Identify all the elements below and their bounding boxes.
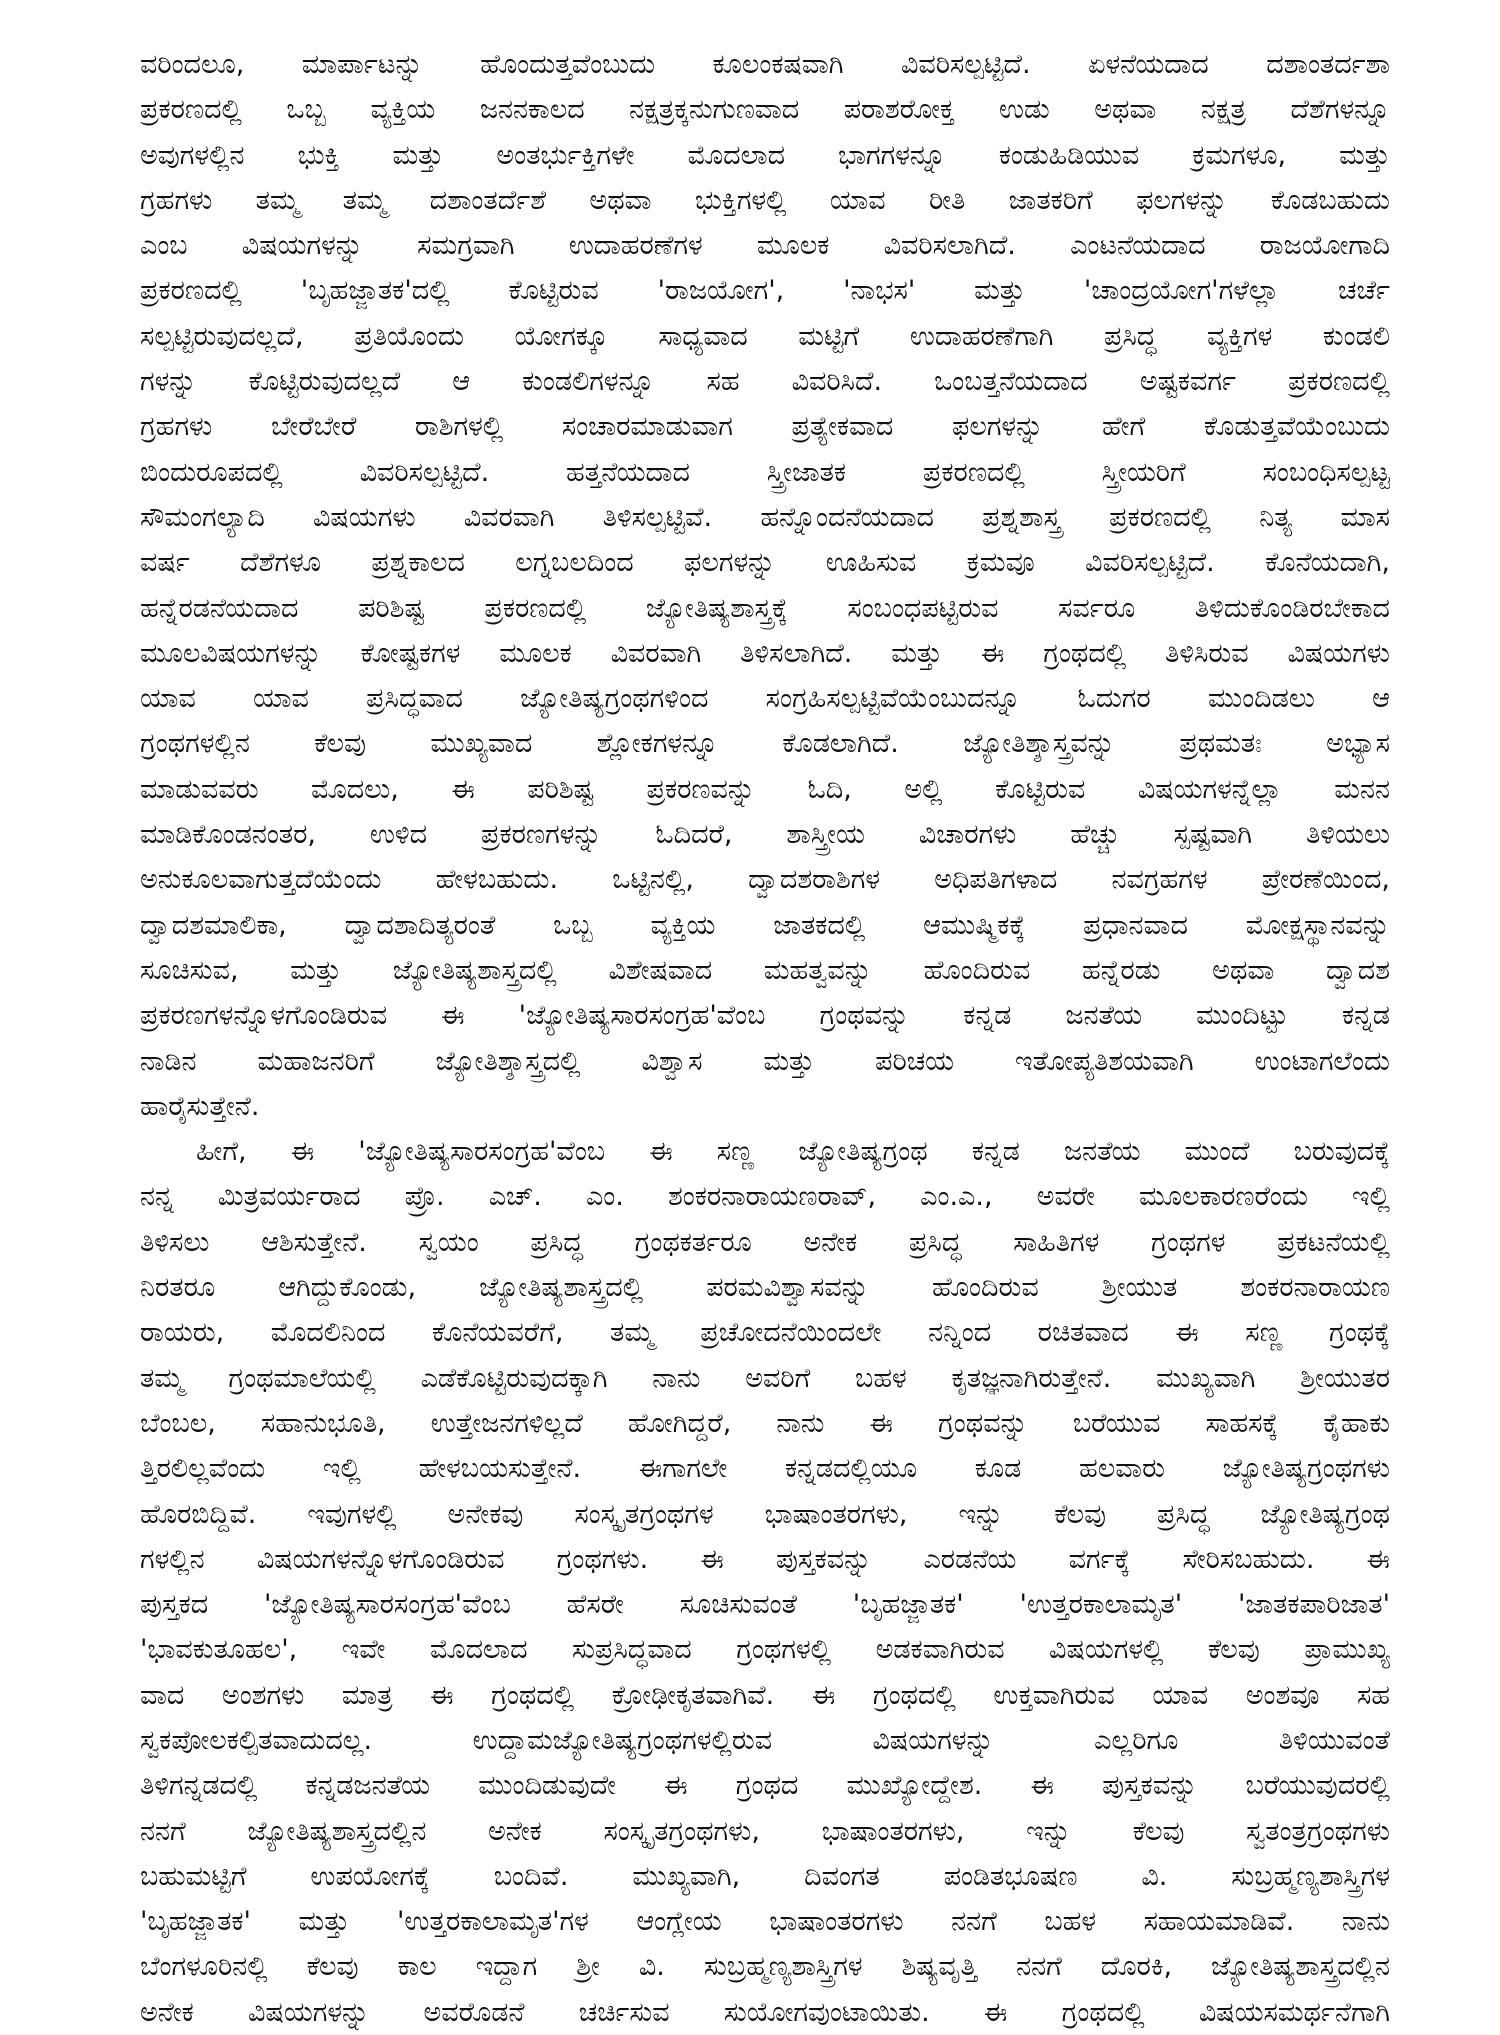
text-line: ಗಳನ್ನು ಕೊಟ್ಟಿರುವುದಲ್ಲದೆ ಆ ಕುಂಡಲಿಗಳನ್ನೂ ಸಹ ವಿವರಿಸಿದೆ. ಒಂಬತ್ತನೆಯದಾದ ಅಷ್ಟಕವರ್ಗ ಪ್ರಕರಣದಲ್ಲಿ: [140, 366, 1390, 398]
text-line: ಪುಸ್ತಕದ 'ಜ್ಯೋತಿಷ್ಯಸಾರಸಂಗ್ರಹ'ವೆಂಬ ಹೆಸರೇ ಸೂಚಿಸುವಂತೆ 'ಬೃಹಜ್ಜಾತಕ' 'ಉತ್ತರಕಾಲಾಮೃತ' 'ಜಾತಕಪಾರಿಜಾತ': [140, 1589, 1390, 1621]
text-line: ಹಾರೈಸುತ್ತೇನೆ.: [140, 1090, 260, 1122]
text-line: ಮಾಡುವವರು ಮೊದಲು, ಈ ಪರಿಶಿಷ್ಟ ಪ್ರಕರಣವನ್ನು ಓದಿ, ಅಲ್ಲಿ ಕೊಟ್ಟಿರುವ ವಿಷಯಗಳನ್ನೆಲ್ಲಾ ಮನನ: [140, 773, 1390, 805]
text-line: ವರ್ಷ ದೆಶೆಗಳೂ ಪ್ರಶ್ನಕಾಲದ ಲಗ್ನಬಲದಿಂದ ಫಲಗಳನ್ನು ಊಹಿಸುವ ಕ್ರಮವೂ ವಿವರಿಸಲ್ಪಟ್ಟಿದೆ. ಕೊನೆಯದಾಗಿ,: [140, 547, 1390, 579]
text-line: ವರಿಂದಲೂ, ಮಾರ್ಪಾಟನ್ನು ಹೊಂದುತ್ತವೆಂಬುದು ಕೂಲಂಕಷವಾಗಿ ವಿವರಿಸಲ್ಪಟ್ಟಿದೆ. ಏಳನೆಯದಾದ ದಶಾಂತರ್ದಶಾ: [140, 49, 1390, 80]
text-line: ಬಹುಮಟ್ಟಿಗೆ ಉಪಯೋಗಕ್ಕೆ ಬಂದಿವೆ. ಮುಖ್ಯವಾಗಿ, ದಿವಂಗತ ಪಂಡಿತಭೂಷಣ ವಿ. ಸುಬ್ರಹ್ಮಣ್ಯಶಾಸ್ತ್ರಿಗಳ: [140, 1860, 1390, 1892]
text-line: ಎಂಬ ವಿಷಯಗಳನ್ನು ಸಮಗ್ರವಾಗಿ ಉದಾಹರಣೆಗಳ ಮೂಲಕ ವಿವರಿಸಲಾಗಿದೆ. ಎಂಟನೆಯದಾದ ರಾಜಯೋಗಾದಿ: [140, 230, 1390, 262]
text-line: ಬೆಂಬಲ, ಸಹಾನುಭೂತಿ, ಉತ್ತೇಜನಗಳಿಲ್ಲದೆ ಹೋಗಿದ್ದರೆ, ನಾನು ಈ ಗ್ರಂಥವನ್ನು ಬರೆಯುವ ಸಾಹಸಕ್ಕೆ ಕೈಹಾಕು: [140, 1407, 1390, 1439]
text-line: ನನ್ನ ಮಿತ್ರವರ್ಯರಾದ ಪ್ರೊ. ಎಚ್. ಎಂ. ಶಂಕರನಾರಾಯಣರಾವ್, ಎಂ.ಎ., ಅವರೇ ಮೂಲಕಾರಣರೆಂದು ಇಲ್ಲಿ: [140, 1181, 1390, 1213]
text-line: ಮಾಡಿಕೊಂಡನಂತರ, ಉಳಿದ ಪ್ರಕರಣಗಳನ್ನು ಓದಿದರೆ, ಶಾಸ್ತ್ರೀಯ ವಿಚಾರಗಳು ಹೆಚ್ಚು ಸ್ಪಷ್ಟವಾಗಿ ತಿಳಿಯಲು: [140, 819, 1390, 851]
text-line: ಪ್ರಕರಣದಲ್ಲಿ 'ಬೃಹಜ್ಜಾತಕ'ದಲ್ಲಿ ಕೊಟ್ಟಿರುವ 'ರಾಜಯೋಗ', 'ನಾಭಸ' ಮತ್ತು 'ಚಾಂದ್ರಯೋಗ'ಗಳೆಲ್ಲಾ ಚರ್ಚೆ: [140, 275, 1390, 307]
text-line: ಅವುಗಳಲ್ಲಿನ ಭುಕ್ತಿ ಮತ್ತು ಅಂತರ್ಭುಕ್ತಿಗಳೇ ಮೊದಲಾದ ಭಾಗಗಳನ್ನೂ ಕಂಡುಹಿಡಿಯುವ ಕ್ರಮಗಳೂ, ಮತ್ತು: [140, 139, 1390, 171]
text-line: ಸಲ್ಪಟ್ಟಿರುವುದಲ್ಲದೆ, ಪ್ರತಿಯೊಂದು ಯೋಗಕ್ಕೂ ಸಾಧ್ಯವಾದ ಮಟ್ಟಿಗೆ ಉದಾಹರಣೆಗಾಗಿ ಪ್ರಸಿದ್ಧ ವ್ಯಕ್ತಿಗಳ ಕುಂಡಲಿ: [140, 320, 1390, 352]
text-line: ಸ್ವಕಪೋಲಕಲ್ಪಿತವಾದುದಲ್ಲ. ಉದ್ದಾಮಜ್ಯೋತಿಷ್ಯಗ್ರಂಥಗಳಲ್ಲಿರುವ ವಿಷಯಗಳನ್ನು ಎಲ್ಲರಿಗೂ ತಿಳಿಯುವಂತೆ: [140, 1724, 1390, 1756]
text-line: ಪ್ರಕರಣದಲ್ಲಿ ಒಬ್ಬ ವ್ಯಕ್ತಿಯ ಜನನಕಾಲದ ನಕ್ಷತ್ರಕ್ಕನುಗುಣವಾದ ಪರಾಶರೋಕ್ತ ಉಡು ಅಥವಾ ನಕ್ಷತ್ರ ದೆಶೆಗಳನ್ನೂ: [140, 94, 1390, 126]
body-text: [140, 42, 1390, 2035]
text-line: ಸೂಚಿಸುವ, ಮತ್ತು ಜ್ಯೋತಿಷ್ಯಶಾಸ್ತ್ರದಲ್ಲಿ ವಿಶೇಷವಾದ ಮಹತ್ವವನ್ನು ಹೊಂದಿರುವ ಹನ್ನೆರಡು ಅಥವಾ ದ್ವಾದಶ: [140, 954, 1390, 986]
paragraph-start-line: ಹೀಗೆ, ಈ 'ಜ್ಯೋತಿಷ್ಯಸಾರಸಂಗ್ರಹ'ವೆಂಬ ಈ ಸಣ್ಣ ಜ್ಯೋತಿಷ್ಯಗ್ರಂಥ ಕನ್ನಡ ಜನತೆಯ ಮುಂದೆ ಬರುವುದಕ್ಕೆ: [196, 1136, 1390, 1168]
text-line: ತಿಳಿಗನ್ನಡದಲ್ಲಿ ಕನ್ನಡಜನತೆಯ ಮುಂದಿಡುವುದೇ ಈ ಗ್ರಂಥದ ಮುಖ್ಯೋದ್ದೇಶ. ಈ ಪುಸ್ತಕವನ್ನು ಬರೆಯುವುದರಲ್ಲಿ: [140, 1770, 1390, 1802]
text-line: ಬೆಂಗಳೂರಿನಲ್ಲಿ ಕೆಲವು ಕಾಲ ಇದ್ದಾಗ ಶ್ರೀ ವಿ. ಸುಬ್ರಹ್ಮಣ್ಯಶಾಸ್ತ್ರಿಗಳ ಶಿಷ್ಯವೃತ್ತಿ ನನಗೆ ದೊರಕಿ, ಜ್ಯೋತಿಷ್ಯಶಾಸ್ತ್ರದಲ್ಲಿನ: [140, 1951, 1390, 1983]
text-line: ಅನೇಕ ವಿಷಯಗಳನ್ನು ಅವರೊಡನೆ ಚರ್ಚಿಸುವ ಸುಯೋಗವುಂಟಾಯಿತು. ಈ ಗ್ರಂಥದಲ್ಲಿ ವಿಷಯಸಮರ್ಥನೆಗಾಗಿ: [140, 1996, 1390, 2028]
text-line: ಬಿಂದುರೂಪದಲ್ಲಿ ವಿವರಿಸಲ್ಪಟ್ಟಿದೆ. ಹತ್ತನೆಯದಾದ ಸ್ತ್ರೀಜಾತಕ ಪ್ರಕರಣದಲ್ಲಿ ಸ್ತ್ರೀಯರಿಗೆ ಸಂಬಂಧಿಸಲ್ಪಟ್ಟ: [140, 456, 1390, 488]
text-line: ಗ್ರಂಥಗಳಲ್ಲಿನ ಕೆಲವು ಮುಖ್ಯವಾದ ಶ್ಲೋಕಗಳನ್ನೂ ಕೊಡಲಾಗಿದೆ. ಜ್ಯೋತಿಶ್ಶಾಸ್ತ್ರವನ್ನು ಪ್ರಥಮತಃ ಅಭ್ಯಾಸ: [140, 728, 1390, 760]
text-line: ಹನ್ನೆರಡನೆಯದಾದ ಪರಿಶಿಷ್ಟ ಪ್ರಕರಣದಲ್ಲಿ ಜ್ಯೋತಿಷ್ಯಶಾಸ್ತ್ರಕ್ಕೆ ಸಂಬಂಧಪಟ್ಟಿರುವ ಸರ್ವರೂ ತಿಳಿದುಕೊಂಡಿರಬೇಕಾದ: [140, 592, 1390, 624]
text-line: ಯಾವ ಯಾವ ಪ್ರಸಿದ್ಧವಾದ ಜ್ಯೋತಿಷ್ಯಗ್ರಂಥಗಳಿಂದ ಸಂಗ್ರಹಿಸಲ್ಪಟ್ಟಿವೆಯೆಂಬುದನ್ನೂ ಓದುಗರ ಮುಂದಿಡಲು ಆ: [140, 683, 1390, 715]
text-line: ಗ್ರಹಗಳು ತಮ್ಮ ತಮ್ಮ ದಶಾಂತರ್ದೆಶೆ ಅಥವಾ ಭುಕ್ತಿಗಳಲ್ಲಿ ಯಾವ ರೀತಿ ಜಾತಕರಿಗೆ ಫಲಗಳನ್ನು ಕೊಡಬಹುದು: [140, 184, 1390, 216]
text-line: ತಮ್ಮ ಗ್ರಂಥಮಾಲೆಯಲ್ಲಿ ಎಡೆಕೊಟ್ಟಿರುವುದಕ್ಕಾಗಿ ನಾನು ಅವರಿಗೆ ಬಹಳ ಕೃತಜ್ಞನಾಗಿರುತ್ತೇನೆ. ಮುಖ್ಯವಾಗಿ ಶ್ರೀಯುತರ: [140, 1362, 1390, 1394]
text-line: ಗ್ರಹಗಳು ಬೇರೆಬೇರೆ ರಾಶಿಗಳಲ್ಲಿ ಸಂಚಾರಮಾಡುವಾಗ ಪ್ರತ್ಯೇಕವಾದ ಫಲಗಳನ್ನು ಹೇಗೆ ಕೊಡುತ್ತವೆಯೆಂಬುದು: [140, 411, 1390, 443]
text-line: ಪ್ರಕರಣಗಳನ್ನೊಳಗೊಂಡಿರುವ ಈ 'ಜ್ಯೋತಿಷ್ಯಸಾರಸಂಗ್ರಹ'ವೆಂಬ ಗ್ರಂಥವನ್ನು ಕನ್ನಡ ಜನತೆಯ ಮುಂದಿಟ್ಟು ಕನ್ನಡ: [140, 1000, 1390, 1032]
text-line: ತಿಳಿಸಲು ಆಶಿಸುತ್ತೇನೆ. ಸ್ವಯಂ ಪ್ರಸಿದ್ಧ ಗ್ರಂಥಕರ್ತರೂ ಅನೇಕ ಪ್ರಸಿದ್ಧ ಸಾಹಿತಿಗಳ ಗ್ರಂಥಗಳ ಪ್ರಕಟನೆಯಲ್ಲಿ: [140, 1226, 1390, 1258]
text-line: 'ಬೃಹಜ್ಜಾತಕ' ಮತ್ತು 'ಉತ್ತರಕಾಲಾಮೃತ'ಗಳ ಆಂಗ್ಲೇಯ ಭಾಷಾಂತರಗಳು ನನಗೆ ಬಹಳ ಸಹಾಯಮಾಡಿವೆ. ನಾನು: [140, 1906, 1390, 1938]
text-line: ಹೊರಬಿದ್ದಿವೆ. ಇವುಗಳಲ್ಲಿ ಅನೇಕವು ಸಂಸ್ಕೃತಗ್ರಂಥಗಳ ಭಾಷಾಂತರಗಳು, ಇನ್ನು ಕೆಲವು ಪ್ರಸಿದ್ಧ ಜ್ಯೋತಿಷ್ಯಗ್ರಂಥ: [140, 1498, 1390, 1530]
text-line: ನಿರತರೂ ಆಗಿದ್ದುಕೊಂಡು, ಜ್ಯೋತಿಷ್ಯಶಾಸ್ತ್ರದಲ್ಲಿ ಪರಮವಿಶ್ವಾಸವನ್ನು ಹೊಂದಿರುವ ಶ್ರೀಯುತ ಶಂಕರನಾರಾಯಣ: [140, 1272, 1390, 1304]
text-line: 'ಭಾವಕುತೂಹಲ', ಇವೇ ಮೊದಲಾದ ಸುಪ್ರಸಿದ್ಧವಾದ ಗ್ರಂಥಗಳಲ್ಲಿ ಅಡಕವಾಗಿರುವ ವಿಷಯಗಳಲ್ಲಿ ಕೆಲವು ಪ್ರಾಮುಖ್ಯ: [140, 1634, 1390, 1666]
text-line: ನಾಡಿನ ಮಹಾಜನರಿಗೆ ಜ್ಯೋತಿಶ್ಶಾಸ್ತ್ರದಲ್ಲಿ ವಿಶ್ವಾಸ ಮತ್ತು ಪರಿಚಯ ಇತೋಪ್ಯತಿಶಯವಾಗಿ ಉಂಟಾಗಲೆಂದು: [140, 1045, 1390, 1077]
text-line: ರಾಯರು, ಮೊದಲಿನಿಂದ ಕೊನೆಯವರೆಗೆ, ತಮ್ಮ ಪ್ರಚೋದನೆಯಿಂದಲೇ ನನ್ನಿಂದ ರಚಿತವಾದ ಈ ಸಣ್ಣ ಗ್ರಂಥಕ್ಕೆ: [140, 1317, 1390, 1349]
text-line: ತ್ತಿರಲಿಲ್ಲವೆಂದು ಇಲ್ಲಿ ಹೇಳಬಯಸುತ್ತೇನೆ. ಈಗಾಗಲೇ ಕನ್ನಡದಲ್ಲಿಯೂ ಕೂಡ ಹಲವಾರು ಜ್ಯೋತಿಷ್ಯಗ್ರಂಥಗಳು: [140, 1453, 1390, 1485]
text-line: ಅನುಕೂಲವಾಗುತ್ತದೆಯೆಂದು ಹೇಳಬಹುದು. ಒಟ್ಟಿನಲ್ಲಿ, ದ್ವಾದಶರಾಶಿಗಳ ಅಧಿಪತಿಗಳಾದ ನವಗ್ರಹಗಳ ಪ್ರೇರಣೆಯಿಂದ,: [140, 864, 1390, 896]
text-line: ಗಳಲ್ಲಿನ ವಿಷಯಗಳನ್ನೊಳಗೊಂಡಿರುವ ಗ್ರಂಥಗಳು. ಈ ಪುಸ್ತಕವನ್ನು ಎರಡನೆಯ ವರ್ಗಕ್ಕೆ ಸೇರಿಸಬಹುದು. ಈ: [140, 1543, 1390, 1575]
text-line: ವಾದ ಅಂಶಗಳು ಮಾತ್ರ ಈ ಗ್ರಂಥದಲ್ಲಿ ಕ್ರೋಢೀಕೃತವಾಗಿವೆ. ಈ ಗ್ರಂಥದಲ್ಲಿ ಉಕ್ತವಾಗಿರುವ ಯಾವ ಅಂಶವೂ ಸಹ: [140, 1679, 1390, 1711]
text-line: ಸೌಮಂಗಲ್ಯಾದಿ ವಿಷಯಗಳು ವಿವರವಾಗಿ ತಿಳಿಸಲ್ಪಟ್ಟಿವೆ. ಹನ್ನೊಂದನೆಯದಾದ ಪ್ರಶ್ನಶಾಸ್ತ್ರ ಪ್ರಕರಣದಲ್ಲಿ ನಿತ್ಯ ಮಾಸ: [140, 501, 1390, 533]
text-line: ನನಗೆ ಜ್ಯೋತಿಷ್ಯಶಾಸ್ತ್ರದಲ್ಲಿನ ಅನೇಕ ಸಂಸ್ಕೃತಗ್ರಂಥಗಳು, ಭಾಷಾಂತರಗಳು, ಇನ್ನು ಕೆಲವು ಸ್ವತಂತ್ರಗ್ರಂಥಗಳು: [140, 1815, 1390, 1847]
text-line: ದ್ವಾದಶಮಾಲಿಕಾ, ದ್ವಾದಶಾದಿತ್ಯರಂತೆ ಒಬ್ಬ ವ್ಯಕ್ತಿಯ ಜಾತಕದಲ್ಲಿ ಆಮುಷ್ಮಿಕಕ್ಕೆ ಪ್ರಧಾನವಾದ ಮೋಕ್ಷಸ್ಥಾನವನ್ನು: [140, 909, 1390, 941]
text-line: ಮೂಲವಿಷಯಗಳನ್ನು ಕೋಷ್ಟಕಗಳ ಮೂಲಕ ವಿವರವಾಗಿ ತಿಳಿಸಲಾಗಿದೆ. ಮತ್ತು ಈ ಗ್ರಂಥದಲ್ಲಿ ತಿಳಿಸಿರುವ ವಿಷಯಗಳು: [140, 637, 1390, 669]
